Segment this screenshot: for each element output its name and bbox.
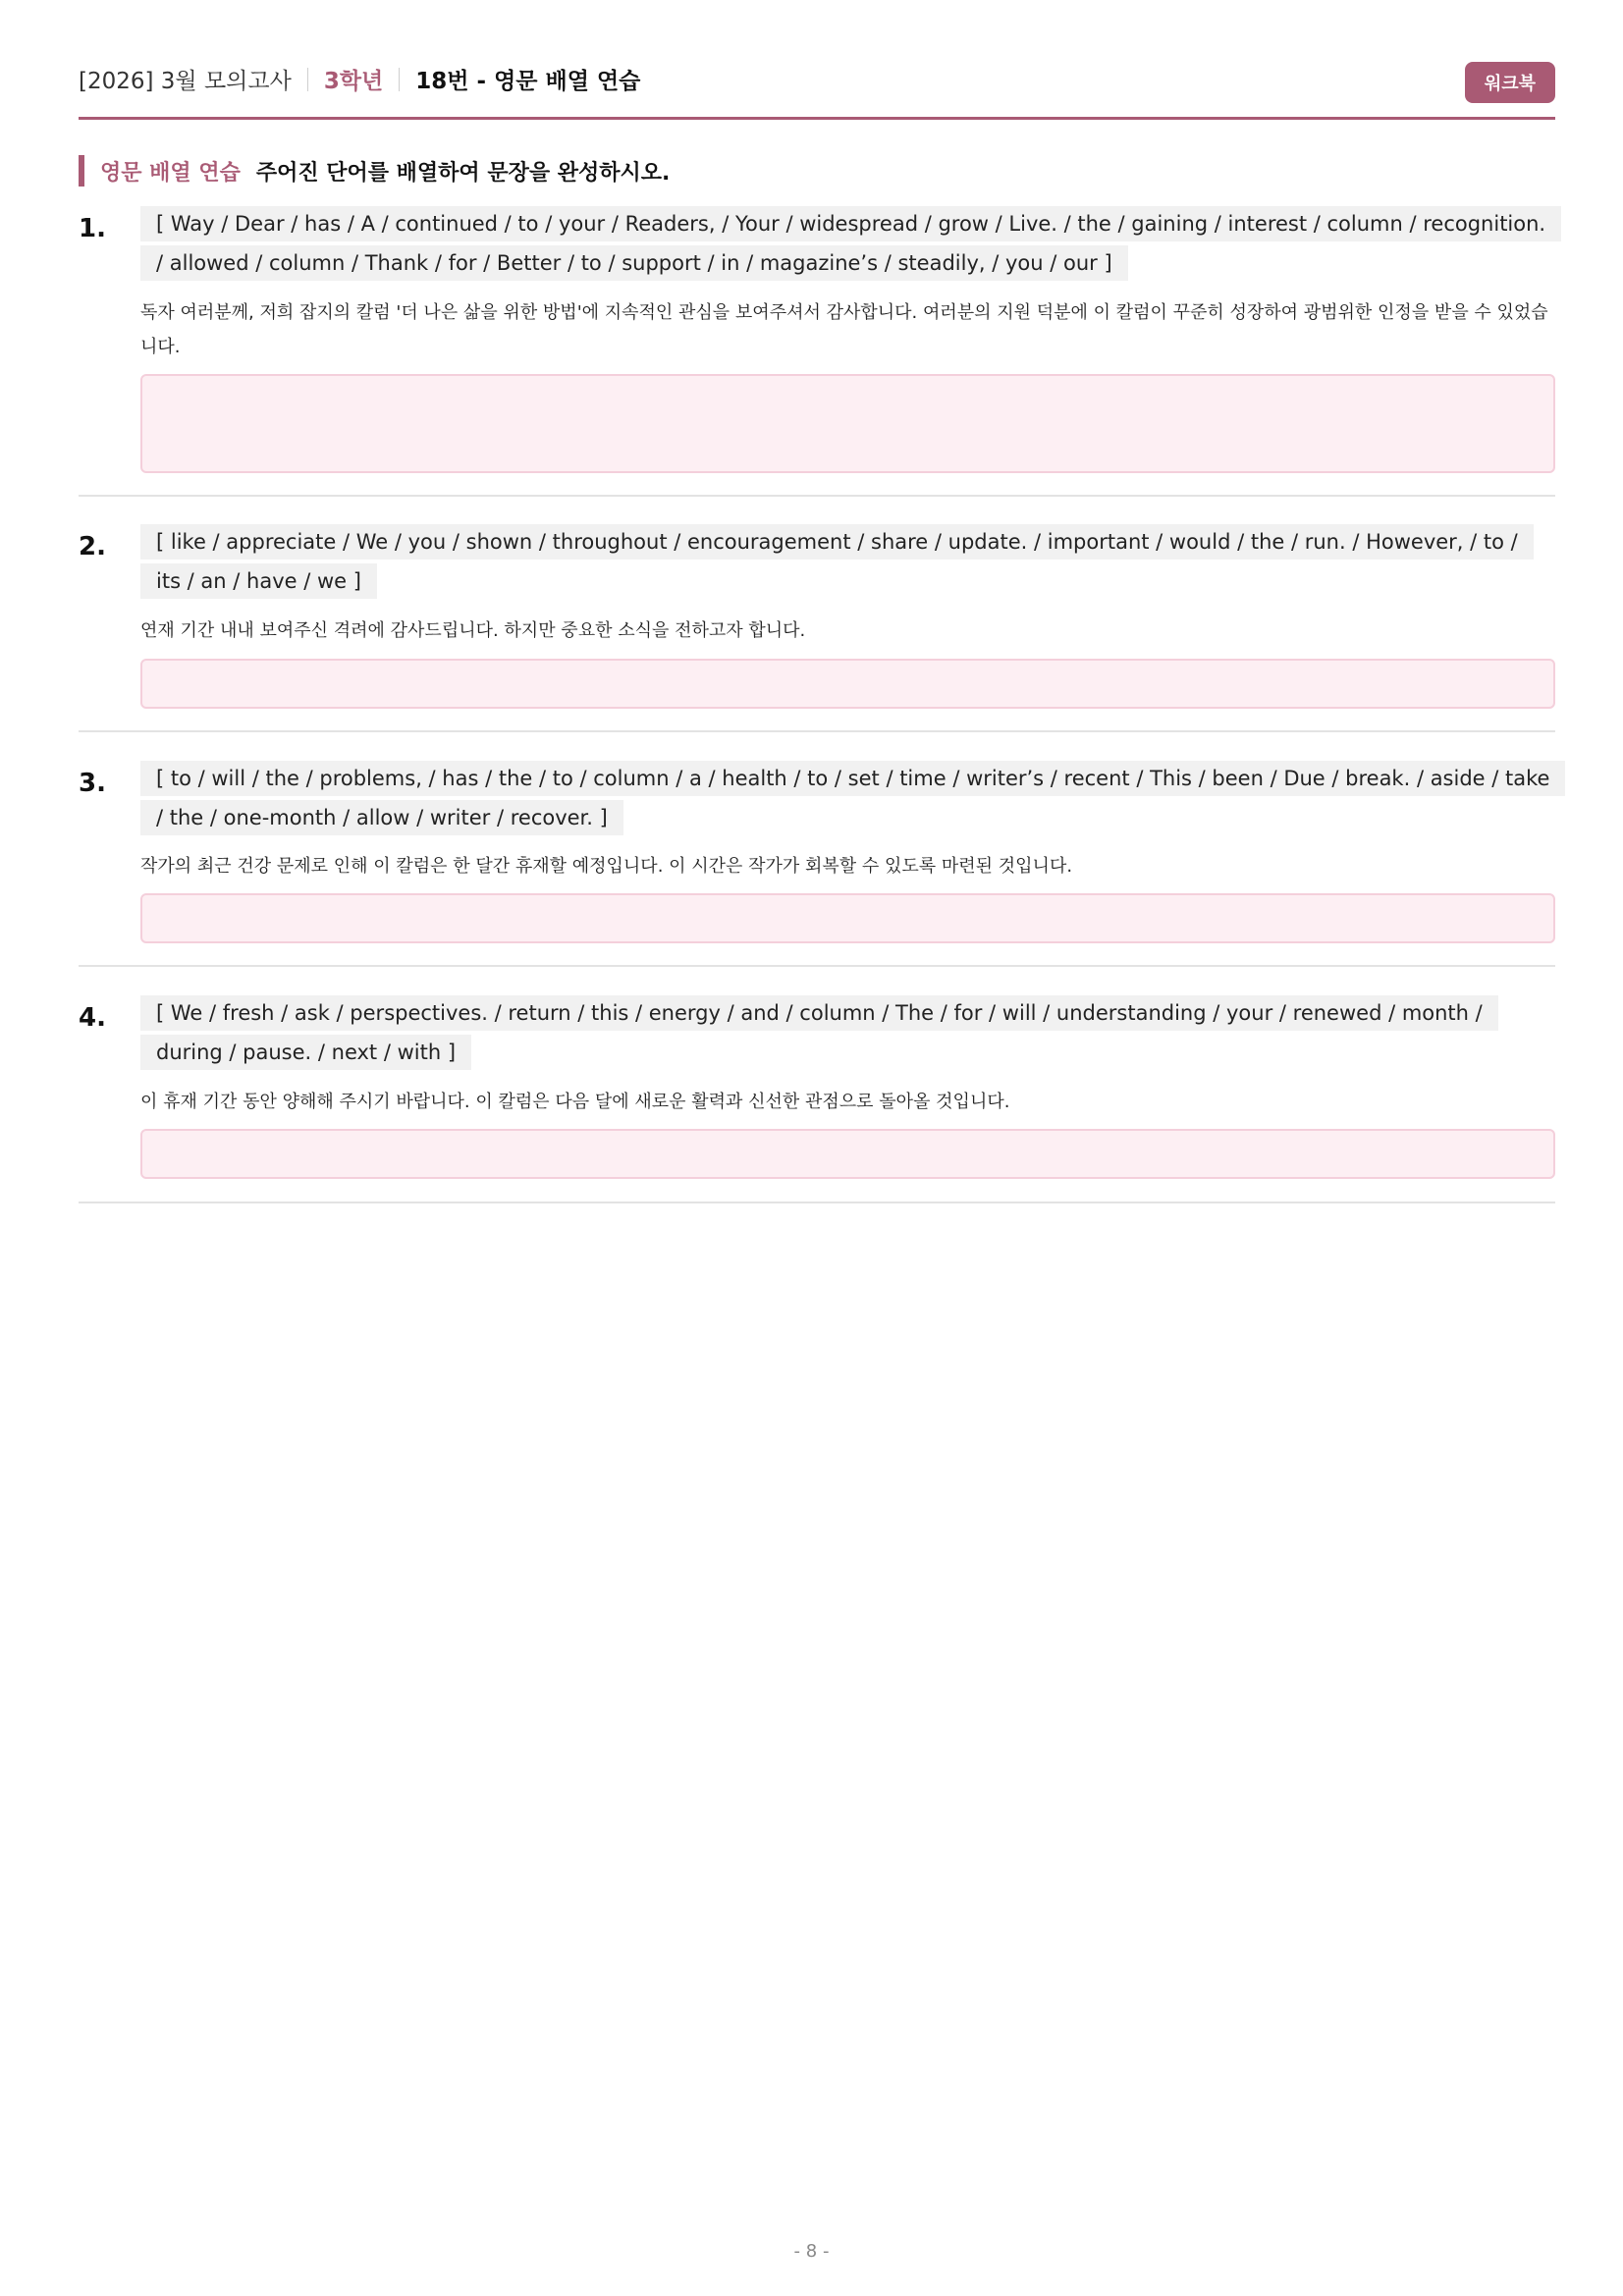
korean-translation: 이 휴재 기간 동안 양해해 주시기 바랍니다. 이 칼럼은 다음 달에 새로운 활력과 신선한 관점으로 돌아올 것입니다. [140, 1092, 1010, 1112]
question-number: 4. [79, 1003, 106, 1033]
question-number: 3. [79, 769, 106, 798]
answer-box[interactable] [140, 893, 1555, 943]
header-divider [399, 68, 400, 91]
word-bank-text: [ like / appreciate / We / you / shown / throughout / encouragement / share / update. / important / would / the / run. / However, / to / its / an / have / we ] [140, 524, 1534, 599]
question-number: 1. [79, 214, 106, 243]
exam-title: [2026] 3월 모의고사 [79, 69, 292, 94]
section-heading [79, 155, 670, 187]
word-bank [140, 993, 1515, 1072]
question-item [79, 196, 1555, 497]
question-item [79, 757, 1555, 967]
word-bank [140, 204, 1554, 283]
word-bank-text: [ We / fresh / ask / perspectives. / return / this / energy / and / column / The / for / will / understanding / your / renewed / month / during / pause. / next / with ] [140, 995, 1498, 1070]
question-number: 2. [79, 532, 106, 561]
korean-translation: 독자 여러분께, 저희 잡지의 칼럼 '더 나은 삶을 위한 방법'에 지속적인 관심을 보여주셔서 감사합니다. 여러분의 지원 덕분에 이 칼럼이 꾸준히 성장하여 광범위한 인정을 받을 수 있었습니다. [140, 302, 1548, 357]
korean-translation: 연재 기간 내내 보여주신 격려에 감사드립니다. 하지만 중요한 소식을 전하고자 합니다. [140, 620, 806, 641]
question-title: 18번 - 영문 배열 연습 [415, 69, 641, 94]
answer-box[interactable] [140, 1129, 1555, 1179]
word-bank [140, 522, 1541, 601]
section-instruction: 주어진 단어를 배열하여 문장을 완성하시오. [255, 160, 671, 186]
grade-label: 3학년 [323, 69, 384, 94]
section-label: 영문 배열 연습 [100, 160, 241, 186]
korean-translation: 작가의 최근 건강 문제로 인해 이 칼럼은 한 달간 휴재할 예정입니다. 이 시간은 작가가 회복할 수 있도록 마련된 것입니다. [140, 856, 1073, 877]
page-number: - 8 - [793, 2241, 830, 2262]
header-divider [307, 68, 308, 91]
answer-box[interactable] [140, 374, 1555, 473]
question-item [79, 991, 1555, 1203]
word-bank-text: [ Way / Dear / has / A / continued / to / your / Readers, / Your / widespread / grow / Live. / the / gaining / interest / column / recognition. / allowed / column / Thank / for / Better / to / support / in / magazine’s / steadily, / you / our ] [140, 206, 1561, 281]
page-header [79, 0, 1555, 120]
worksheet-page [79, 0, 1555, 1112]
question-item [79, 520, 1555, 732]
word-bank [140, 759, 1550, 837]
answer-box[interactable] [140, 659, 1555, 709]
word-bank-text: [ to / will / the / problems, / has / the / to / column / a / health / to / set / time / writer’s / recent / This / been / Due / break. / aside / take / the / one-month / allow / writer / recover. ] [140, 761, 1565, 835]
header-breadcrumb [79, 63, 640, 95]
workbook-badge: 워크북 [1465, 62, 1555, 103]
